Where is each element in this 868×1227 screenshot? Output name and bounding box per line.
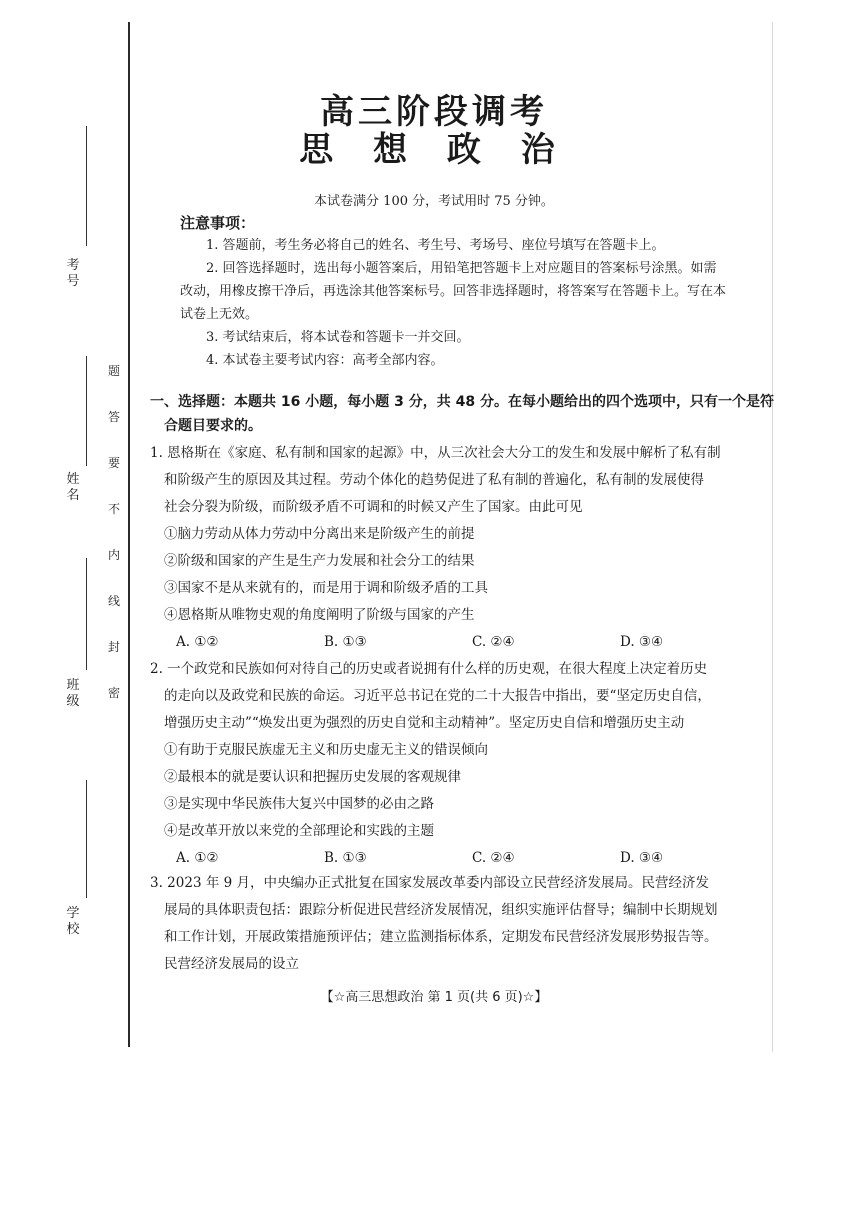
question-stem-line: 3. 2023 年 9 月，中央编办正式批复在国家发展改革委内部设立民营经济发展局。民营经济发: [150, 875, 709, 891]
choice-c: C. ②④: [472, 634, 515, 650]
statement: ②最根本的就是要认识和把握历史发展的客观规律: [164, 769, 461, 785]
seal-char: 要: [107, 456, 120, 470]
statement: ②阶级和国家的产生是生产力发展和社会分工的结果: [164, 553, 475, 569]
seal-char: 内: [107, 548, 120, 562]
name-line: [86, 356, 87, 466]
answer-choices: [150, 845, 780, 872]
school-label: 学校: [66, 906, 80, 937]
choice-a: A. ①②: [176, 850, 219, 866]
statement: ①脑力劳动从体力劳动中分离出来是阶级产生的前提: [164, 526, 475, 542]
statement: ④是改革开放以来党的全部理论和实践的主题: [164, 823, 434, 839]
question-stem-line: 和阶级产生的原因及其过程。劳动个体化的趋势促进了私有制的普遍化，私有制的发展使得: [164, 472, 704, 488]
exam-title: 高三阶段调考: [320, 92, 548, 132]
question-stem-line: 1. 恩格斯在《家庭、私有制和国家的起源》中，从三次社会大分工的发生和发展中解析了私有制: [150, 445, 721, 461]
statement: ①有助于克服民族虚无主义和历史虚无主义的错误倾向: [164, 742, 488, 758]
exam-number-label: 考号: [66, 258, 80, 289]
notice-item: 2. 回答选择题时，选出每小题答案后，用铅笔把答题卡上对应题目的答案标号涂黑。如需改动，用橡皮擦干净后，再选涂其他答案标号。回答非选择题时，将答案写在答题卡上。写在本试卷上无效。: [180, 261, 727, 322]
question-stem-line: 的走向以及政党和民族的命运。习近平总书记在党的二十大报告中指出，要“坚定历史自信，: [164, 688, 711, 704]
choice-a: A. ①②: [176, 634, 219, 650]
question-1: [150, 440, 780, 656]
notice-item: 3. 考试结束后，将本试卷和答题卡一并交回。: [206, 330, 470, 345]
seal-char: 不: [107, 502, 120, 516]
question-stem-line: 展局的具体职责包括：跟踪分析促进民营经济发展情况，组织实施评估督导；编制中长期规划: [164, 902, 718, 918]
statement: ③是实现中华民族伟大复兴中国梦的必由之路: [164, 796, 434, 812]
notice-list: [180, 234, 728, 372]
school-line: [86, 780, 87, 898]
question-3: [150, 870, 780, 978]
choice-b: B. ①③: [324, 634, 367, 650]
exam-info: 本试卷满分 100 分，考试用时 75 分钟。: [314, 194, 554, 209]
question-stem-line: 增强历史主动”“焕发出更为强烈的历史自觉和主动精神”。坚定历史自信和增强历史主动: [164, 715, 685, 731]
notice-item: 4. 本试卷主要考试内容：高考全部内容。: [206, 353, 444, 368]
notice-heading: 注意事项：: [180, 214, 256, 232]
question-stem-line: 2. 一个政党和民族如何对待自己的历史或者说拥有什么样的历史观，在很大程度上决定着历史: [150, 661, 708, 677]
notice-item: 1. 答题前，考生务必将自己的姓名、考生号、考场号、座位号填写在答题卡上。: [206, 238, 665, 253]
seal-char: 线: [107, 594, 120, 608]
subject-title: 思 想 政 治: [299, 130, 569, 170]
section-heading: [150, 390, 780, 438]
question-stem-line: 社会分裂为阶级，而阶级矛盾不可调和的时候又产生了国家。由此可见: [164, 499, 583, 515]
statement: ③国家不是从来就有的，而是用于调和阶级矛盾的工具: [164, 580, 488, 596]
answer-choices: [150, 629, 780, 656]
choice-d: D. ③④: [620, 634, 664, 650]
choice-b: B. ①③: [324, 850, 367, 866]
statement: ④恩格斯从唯物史观的角度阐明了阶级与国家的产生: [164, 607, 475, 623]
question-2: [150, 656, 780, 872]
seal-char: 答: [107, 410, 120, 424]
choice-c: C. ②④: [472, 850, 515, 866]
name-label: 姓名: [66, 472, 80, 503]
choice-d: D. ③④: [620, 850, 664, 866]
binding-line: [128, 22, 130, 1047]
class-label: 班级: [66, 678, 80, 709]
question-stem-line: 和工作计划，开展政策措施预评估；建立监测指标体系，定期发布民营经济发展形势报告等。: [164, 929, 718, 945]
class-line: [86, 558, 87, 670]
question-stem-line: 民营经济发展局的设立: [164, 956, 299, 972]
section-line: 合题目要求的。: [164, 418, 262, 434]
seal-char: 封: [107, 640, 120, 654]
seal-char: 题: [107, 364, 120, 378]
page-footer: 【☆高三思想政治 第 1 页(共 6 页)☆】: [320, 990, 548, 1005]
section-line: 一、选择题：本题共 16 小题，每小题 3 分，共 48 分。在每小题给出的四个选项中，只有一个是符: [150, 394, 774, 410]
seal-char: 密: [107, 686, 120, 700]
